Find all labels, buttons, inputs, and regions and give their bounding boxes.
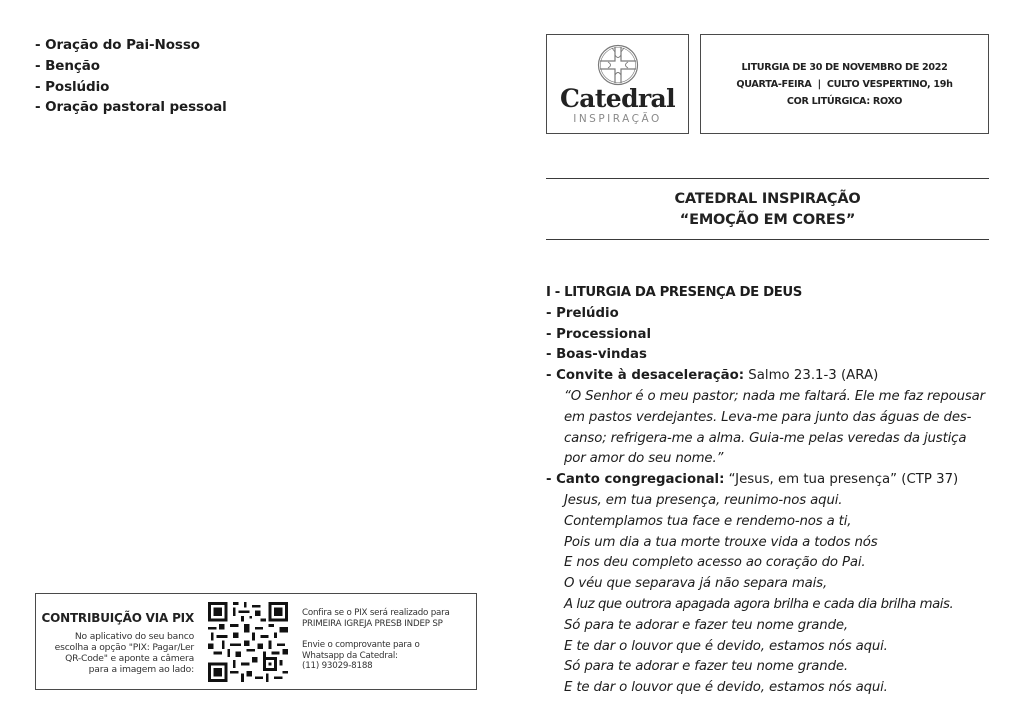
page-title <box>546 178 989 240</box>
lyric-line: Só para te adorar e fazer teu nome grande. <box>564 659 848 675</box>
service-time: QUARTA-FEIRA | CULTO VESPERTINO, 19h <box>736 78 953 90</box>
convite-label: - Convite à desaceleração: <box>546 368 745 384</box>
pix-confirm-line: Confira se o PIX será realizado para <box>302 608 450 618</box>
canto-row <box>546 470 994 491</box>
qr-code-icon[interactable] <box>208 602 288 682</box>
pix-instructions <box>36 610 194 675</box>
psalm-line: em pastos verdejantes. Leva-me para junto das águas de des- <box>564 409 972 425</box>
logo-subtitle: INSPIRAÇÃO <box>573 113 662 125</box>
liturgy-item: - Prelúdio <box>546 305 619 321</box>
pix-instruction-line: QR-Code" e aponte a câmera <box>65 653 194 664</box>
psalm-line: por amor do seu nome.” <box>564 451 724 467</box>
liturgy-section <box>546 283 994 699</box>
pix-instruction-line: No aplicativo do seu banco <box>74 631 194 642</box>
lyric-line: Contemplamos tua face e rendemo-nos a ti, <box>564 513 852 529</box>
canto-label: - Canto congregacional: <box>546 472 725 488</box>
liturgical-color: COR LITÚRGICA: ROXO <box>786 95 903 107</box>
lyric-line: E nos deu completo acesso ao coração do Pai. <box>564 555 866 571</box>
title-church: CATEDRAL INSPIRAÇÃO <box>674 191 861 207</box>
closing-liturgy-list <box>35 35 227 118</box>
liturgy-date: LITURGIA DE 30 DE NOVEMBRO DE 2022 <box>741 61 948 73</box>
pix-contribution-box <box>35 593 477 690</box>
pix-receipt-line: Envie o comprovante para o <box>302 640 420 650</box>
lyric-line: Jesus, em tua presença, reunimo-nos aqui. <box>564 492 843 508</box>
lyric-line: Pois um dia a tua morte trouxe vida a todos nós <box>564 534 878 550</box>
logo-wordmark: Catedral <box>559 84 676 113</box>
pix-receipt-line: Whatsapp da Catedral: <box>302 650 398 661</box>
lyric-line: A luz que outrora apagada agora brilha e cada dia brilha mais. <box>564 596 954 612</box>
liturgy-item: - Processional <box>546 326 652 342</box>
list-item: - Oração do Pai-Nosso <box>35 37 200 53</box>
title-theme: “EMOÇÃO EM CORES” <box>679 212 856 228</box>
pix-instruction-line: para a imagem ao lado: <box>88 664 194 675</box>
lyric-line: E te dar o louvor que é devido, estamos nós aqui. <box>564 638 888 654</box>
pix-title: CONTRIBUIÇÃO VIA PIX <box>41 611 194 625</box>
convite-reference: Salmo 23.1-3 (ARA) <box>744 368 879 384</box>
lyric-line: E te dar o louvor que é devido, estamos nós aqui. <box>564 680 888 696</box>
section-heading: I - LITURGIA DA PRESENÇA DE DEUS <box>546 285 802 300</box>
liturgy-item: - Boas-vindas <box>546 347 647 363</box>
lyric-line: O véu que separava já não separa mais, <box>564 576 828 592</box>
cross-circle-icon <box>596 43 640 87</box>
convite-row <box>546 366 994 387</box>
pix-details <box>302 608 477 672</box>
list-item: - Benção <box>35 57 100 74</box>
list-item: - Poslúdio <box>35 78 110 95</box>
canto-reference: “Jesus, em tua presença” (CTP 37) <box>724 472 959 488</box>
psalm-line: canso; refrigera-me a alma. Guia-me pelas veredas da justiça <box>564 430 967 446</box>
psalm-line: “O Senhor é o meu pastor; nada me faltará. Ele me faz repousar <box>564 388 985 404</box>
list-item: - Oração pastoral pessoal <box>35 99 227 116</box>
logo-box <box>546 34 689 134</box>
whatsapp-number: (11) 93029-8188 <box>302 661 373 671</box>
lyric-line: Só para te adorar e fazer teu nome grande, <box>564 617 848 633</box>
pix-instruction-line: escolha a opção "PIX: Pagar/Ler <box>54 642 194 653</box>
pix-recipient: PRIMEIRA IGREJA PRESB INDEP SP <box>302 618 443 629</box>
service-info-box <box>700 34 989 134</box>
